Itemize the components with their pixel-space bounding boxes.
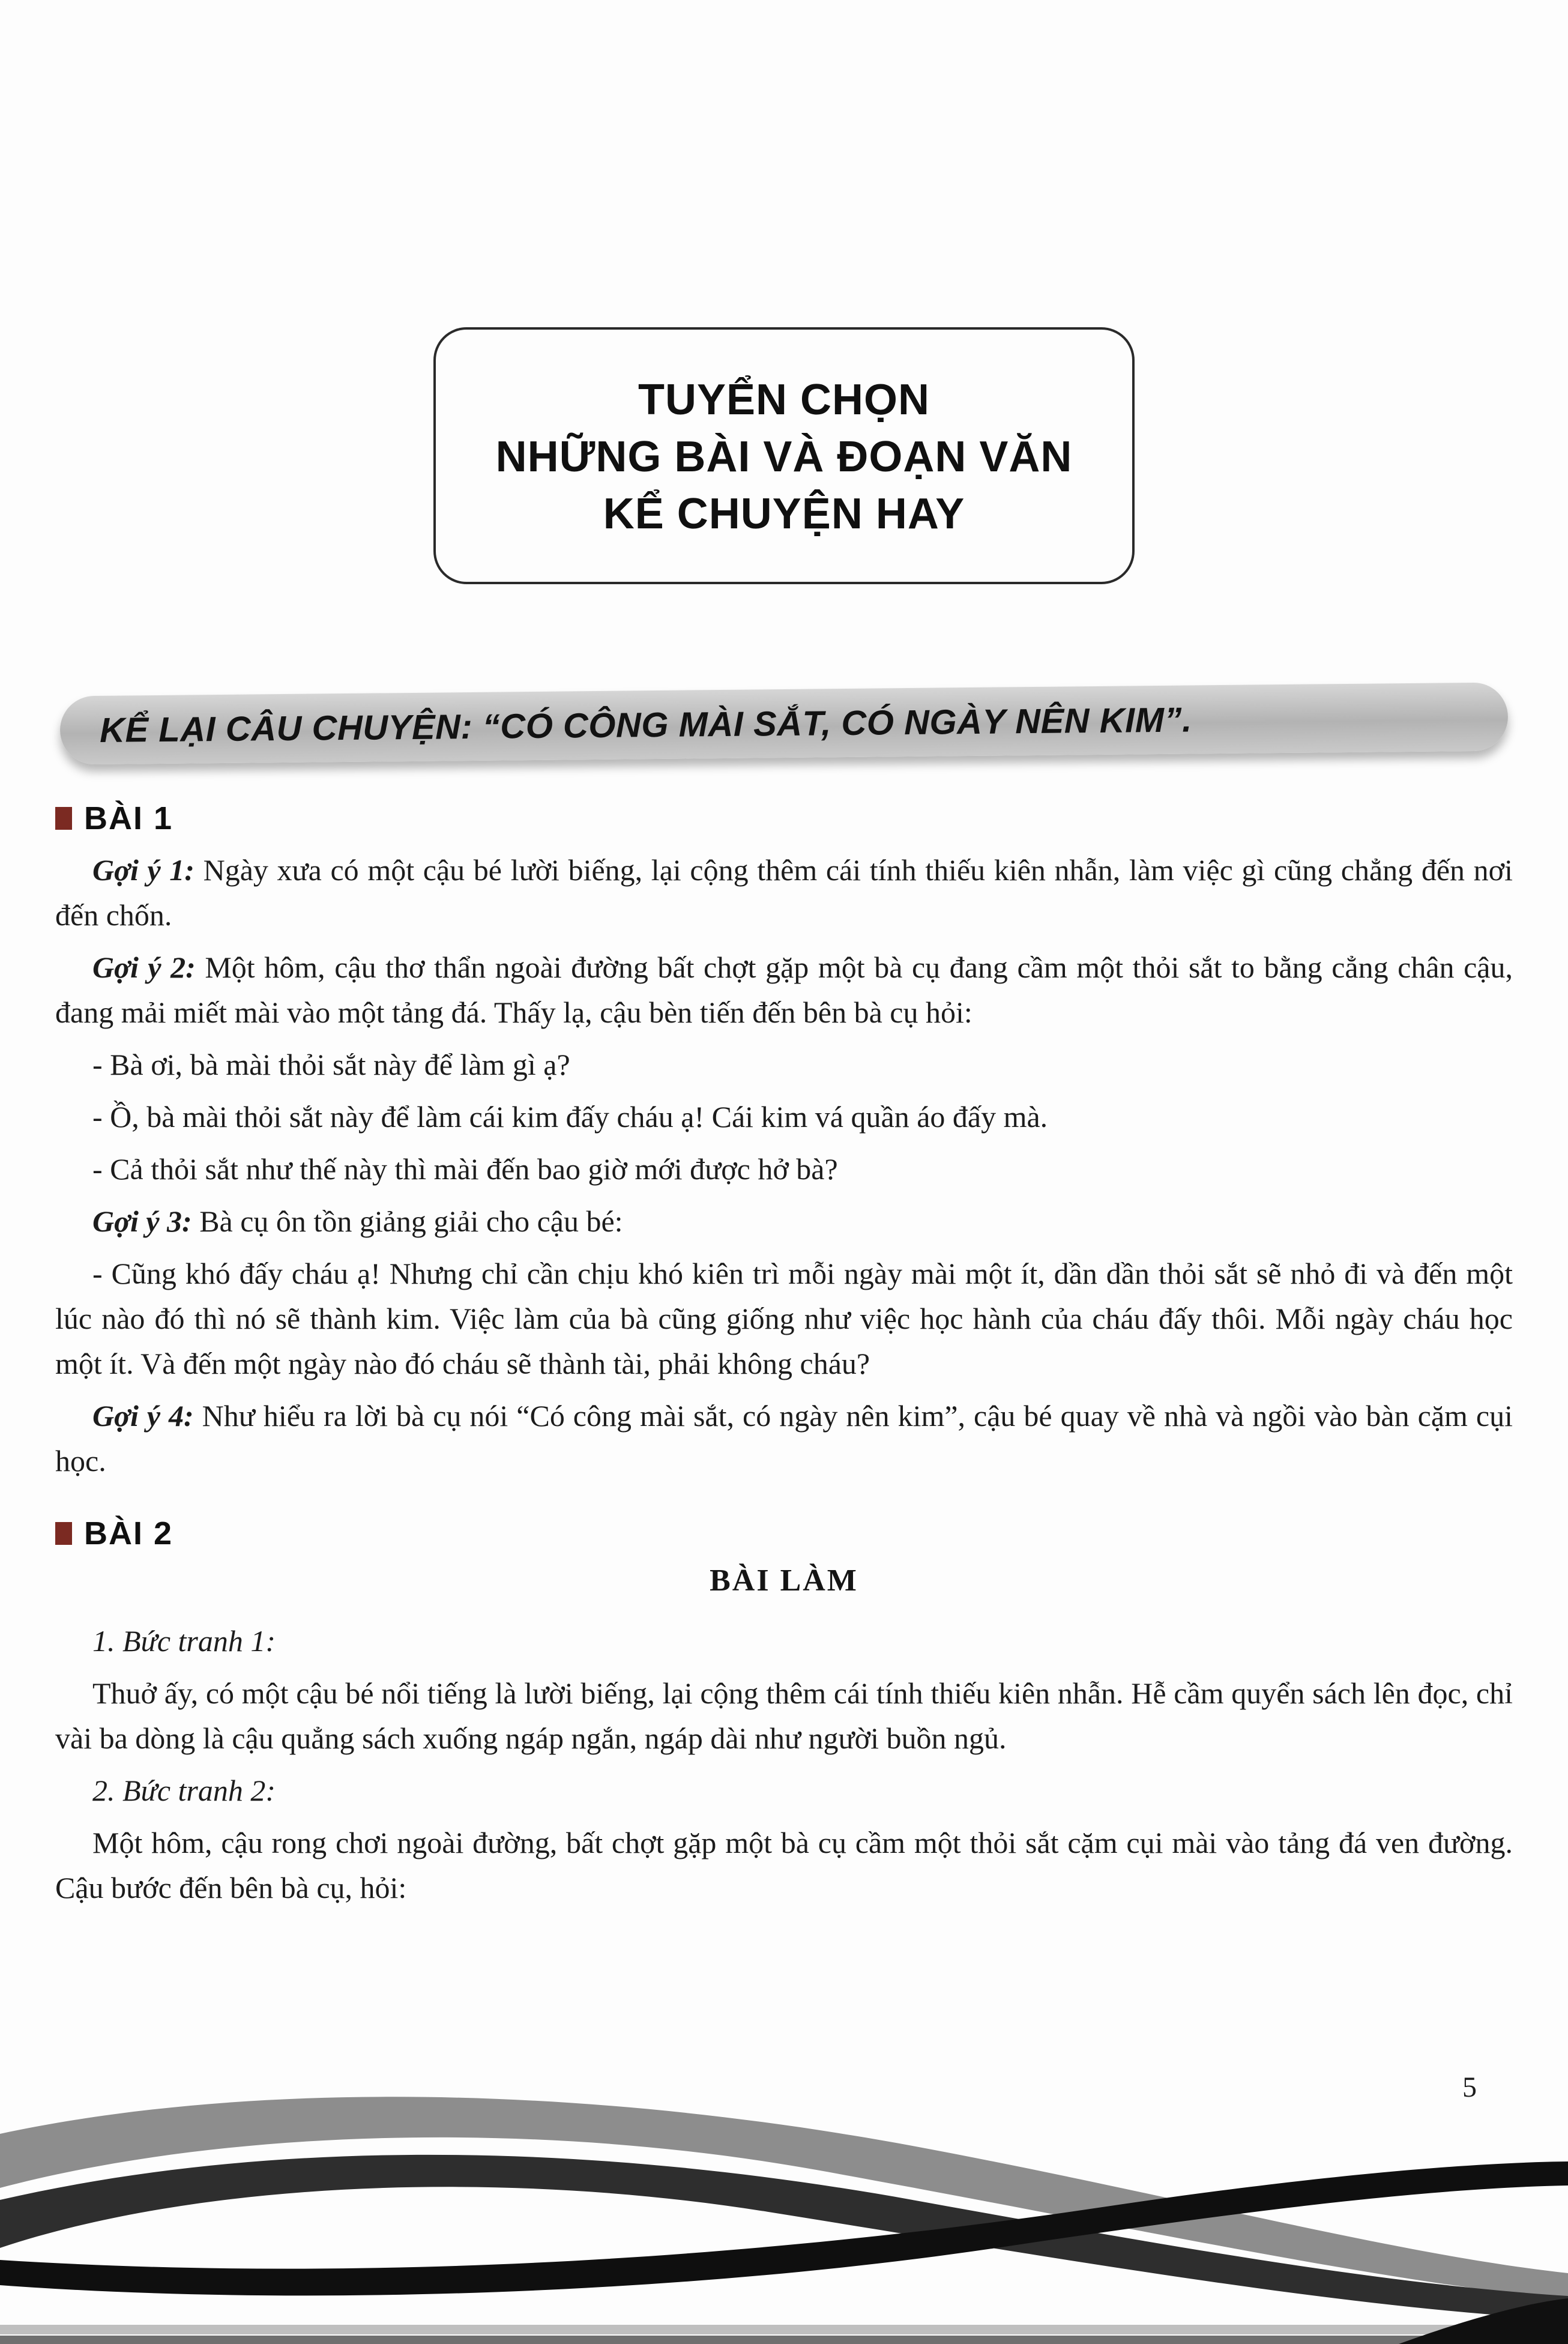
picture-caption (55, 1768, 1513, 1813)
picture-caption (55, 1619, 1513, 1664)
paragraph-text: Ngày xưa có một cậu bé lười biếng, lại cộng thêm cái tính thiếu kiên nhẫn, làm việc gì cũng chẳng đến nơi đến chốn. (55, 853, 1513, 932)
section-heading-bai1 (55, 800, 1513, 837)
title-line-1: TUYỂN CHỌN (638, 376, 930, 424)
section-heading-label: BÀI 2 (84, 1515, 173, 1552)
section-bai1 (55, 800, 1513, 1484)
paragraph (55, 1199, 1513, 1244)
section-bullet-icon (55, 807, 72, 830)
title-line-2: NHỮNG BÀI VÀ ĐOẠN VĂN (495, 433, 1073, 482)
paragraph-lead: 1. Bức tranh 1: (92, 1624, 276, 1658)
dialogue-line (55, 1042, 1513, 1087)
paragraph (55, 1671, 1513, 1761)
page-content (0, 800, 1568, 1911)
paragraph (55, 1394, 1513, 1484)
paragraph (55, 945, 1513, 1035)
paragraph-text: - Cũng khó đấy cháu ạ! Nhưng chỉ cần chịu khó kiên trì mỗi ngày mài một ít, dần dần thỏi sắt sẽ nhỏ đi và đến một lúc nào đó thì nó sẽ thành kim. Việc làm của bà cũng giống như việc học hành của cháu đấy thôi. Mỗi ngày cháu học một ít. Và đến một ngày nào đó cháu sẽ thành tài, phải không cháu? (55, 1257, 1513, 1381)
paragraph-text: Thuở ấy, có một cậu bé nổi tiếng là lười biếng, lại cộng thêm cái tính thiếu kiên nhẫn. Hễ cầm quyển sách lên đọc, chỉ vài ba dòng là cậu quẳng sách xuống ngáp ngắn, ngáp dài như người buồn ngủ. (55, 1676, 1513, 1756)
dialogue-line (55, 1147, 1513, 1192)
dialogue-line (55, 1095, 1513, 1140)
paragraph-text: Một hôm, cậu rong chơi ngoài đường, bất chợt gặp một bà cụ cầm một thỏi sắt cặm cụi mài vào tảng đá ven đường. Cậu bước đến bên bà cụ, hỏi: (55, 1826, 1513, 1905)
paragraph-text: Một hôm, cậu thơ thẩn ngoài đường bất chợt gặp một bà cụ đang cầm một thỏi sắt to bằng cẳng chân cậu, đang mải miết mài vào một tảng đá. Thấy lạ, cậu bèn tiến đến bên bà cụ hỏi: (55, 950, 1513, 1030)
paragraph (55, 1820, 1513, 1911)
story-banner (60, 683, 1509, 765)
page-number: 5 (1462, 2071, 1477, 2103)
paragraph-text: - Ồ, bà mài thỏi sắt này để làm cái kim đấy cháu ạ! Cái kim vá quần áo đấy mà. (92, 1100, 1048, 1134)
paragraph-lead: Gợi ý 1: (92, 853, 194, 887)
section-bai2 (55, 1515, 1513, 1911)
paragraph-text: - Cả thỏi sắt như thế này thì mài đến bao giờ mới được hở bà? (92, 1152, 838, 1186)
section-heading-bai2 (55, 1515, 1513, 1552)
paragraph-text: - Bà ơi, bà mài thỏi sắt này để làm gì ạ? (92, 1048, 570, 1082)
bai-lam-heading: BÀI LÀM (710, 1563, 858, 1598)
paragraph (55, 848, 1513, 938)
section-bullet-icon (55, 1522, 72, 1545)
paragraph-lead: Gợi ý 2: (92, 950, 196, 985)
paragraph-lead: Gợi ý 3: (92, 1204, 192, 1239)
paragraph-lead: Gợi ý 4: (92, 1399, 194, 1433)
paragraph-text: Bà cụ ôn tồn giảng giải cho cậu bé: (191, 1204, 623, 1239)
story-banner-text: KỂ LẠI CÂU CHUYỆN: “CÓ CÔNG MÀI SẮT, CÓ NGÀY NÊN KIM”. (99, 700, 1192, 750)
title-line-3: KỂ CHUYỆN HAY (603, 490, 965, 539)
section-heading-label: BÀI 1 (84, 800, 173, 837)
title-box (433, 327, 1135, 584)
paragraph-lead: 2. Bức tranh 2: (92, 1774, 276, 1808)
paragraph-text: Như hiểu ra lời bà cụ nói “Có công mài sắt, có ngày nên kim”, cậu bé quay về nhà và ngồi vào bàn cặm cụi học. (55, 1399, 1513, 1478)
dialogue-line (55, 1251, 1513, 1386)
footer-swoosh-decoration (0, 2062, 1568, 2344)
